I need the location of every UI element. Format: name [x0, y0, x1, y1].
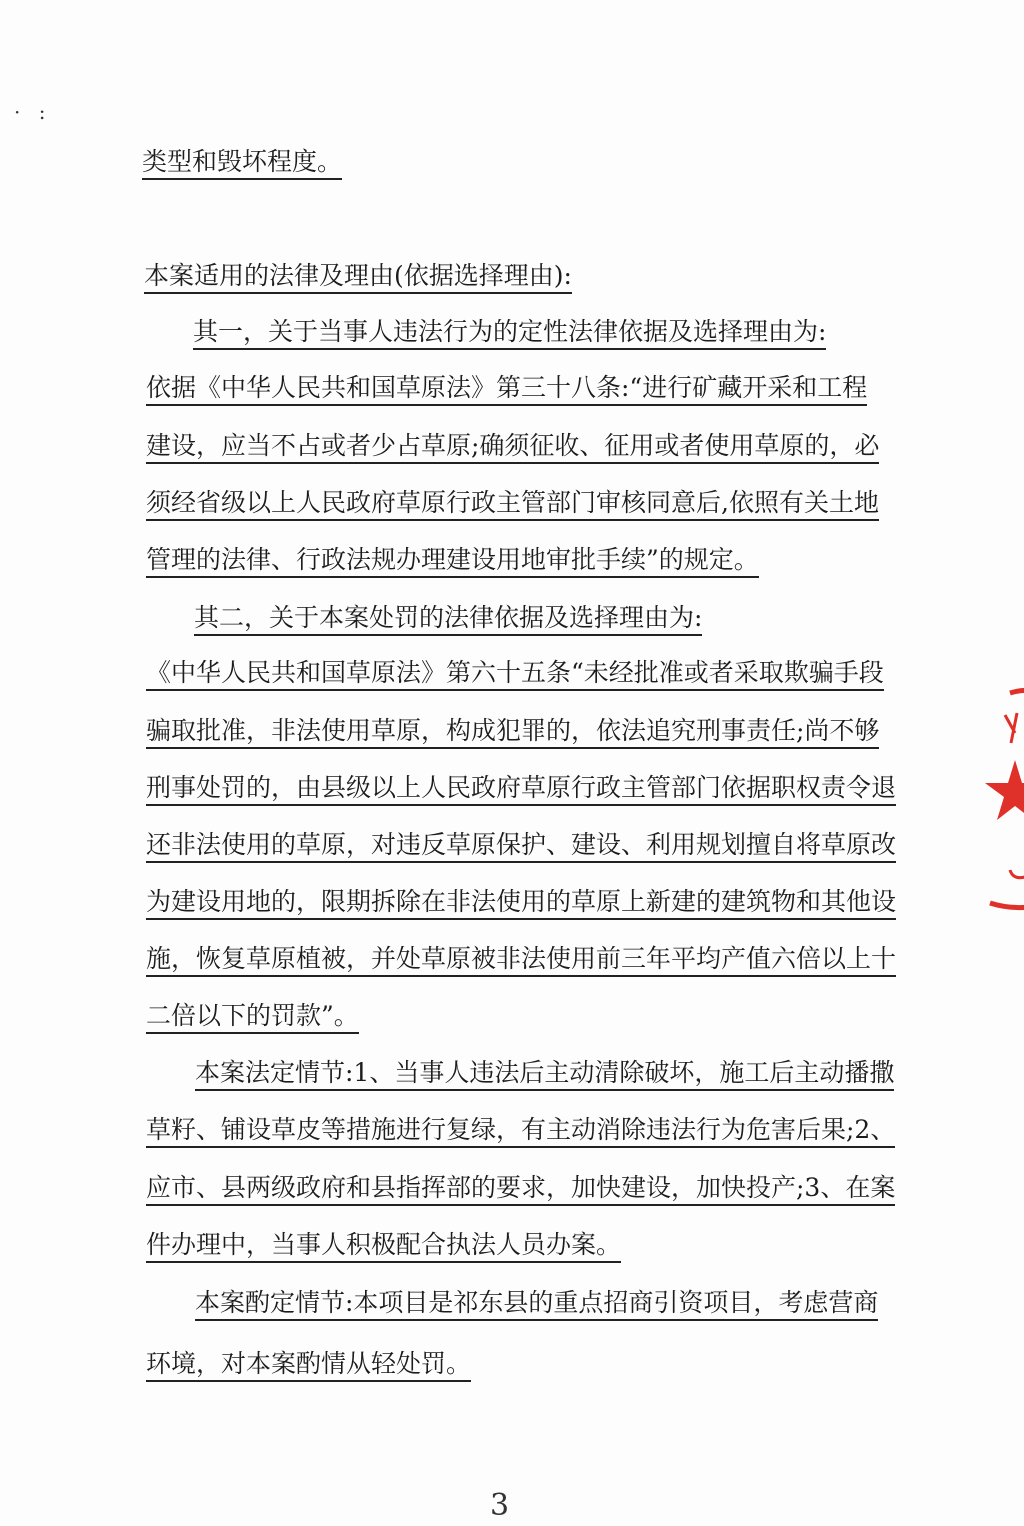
seal-glyph [1005, 713, 1017, 743]
text-line-15 [146, 998, 359, 1034]
scan-marks: · : [14, 100, 52, 124]
line-text: 《中华人民共和国草原法》第六十五条“未经批准或者采取欺骗手段 [146, 658, 884, 691]
seal-arc-bottom [990, 903, 1024, 908]
text-line-19 [146, 1227, 621, 1263]
text-line-5 [146, 428, 879, 464]
text-line-6 [146, 485, 879, 521]
line-text: 其一，关于当事人违法行为的定性法律依据及选择理由为: [193, 317, 826, 350]
page-number: 3 [490, 1488, 510, 1523]
text-line-11 [146, 770, 896, 806]
text-line-2 [144, 258, 572, 294]
seal-arc-top [1010, 690, 1024, 693]
text-line-16 [195, 1055, 894, 1091]
text-line-1 [142, 144, 342, 180]
text-line-13 [146, 884, 896, 920]
text-line-7 [146, 542, 759, 578]
text-line-21 [146, 1346, 471, 1382]
text-line-9 [146, 655, 884, 691]
line-text: 依据《中华人民共和国草原法》第三十八条:“进行矿藏开采和工程 [146, 373, 867, 406]
seal-glyph-2 [1010, 865, 1024, 878]
line-text: 施，恢复草原植被，并处草原被非法使用前三年平均产值六倍以上十 [146, 944, 896, 977]
line-text: 应市、县两级政府和县指挥部的要求，加快建设，加快投产;3、在案 [146, 1173, 895, 1206]
line-text: 二倍以下的罚款”。 [146, 1001, 359, 1034]
line-text: 建设，应当不占或者少占草原;确须征收、征用或者使用草原的，必 [146, 431, 879, 464]
seal-star-icon [985, 760, 1024, 820]
line-text: 还非法使用的草原，对违反草原保护、建设、利用规划擅自将草原改 [146, 830, 896, 863]
text-line-18 [146, 1170, 895, 1206]
text-line-17 [146, 1112, 895, 1148]
line-text: 草籽、铺设草皮等措施进行复绿，有主动消除违法行为危害后果;2、 [146, 1115, 895, 1148]
line-text: 类型和毁坏程度。 [142, 147, 342, 180]
text-line-14 [146, 941, 896, 977]
line-text: 刑事处罚的，由县级以上人民政府草原行政主管部门依据职权责令退 [146, 773, 896, 806]
line-text: 为建设用地的，限期拆除在非法使用的草原上新建的建筑物和其他设 [146, 887, 896, 920]
line-text: 本案适用的法律及理由(依据选择理由): [144, 261, 572, 294]
red-seal-fragment [985, 685, 1024, 915]
line-text: 件办理中，当事人积极配合执法人员办案。 [146, 1230, 621, 1263]
line-text: 其二，关于本案处罚的法律依据及选择理由为: [194, 603, 702, 636]
text-line-12 [146, 827, 896, 863]
line-text: 管理的法律、行政法规办理建设用地审批手续”的规定。 [146, 545, 759, 578]
line-text: 本案法定情节:1、当事人违法后主动清除破坏，施工后主动播撒 [195, 1058, 894, 1091]
line-text: 本案酌定情节:本项目是祁东县的重点招商引资项目，考虑营商 [195, 1288, 878, 1321]
line-text: 环境，对本案酌情从轻处罚。 [146, 1349, 471, 1382]
line-text: 须经省级以上人民政府草原行政主管部门审核同意后,依照有关土地 [146, 488, 879, 521]
text-line-20 [195, 1285, 878, 1321]
line-text: 骗取批准，非法使用草原，构成犯罪的，依法追究刑事责任;尚不够 [146, 716, 879, 749]
text-line-10 [146, 713, 879, 749]
text-line-4 [146, 370, 867, 406]
text-line-8 [194, 600, 702, 636]
text-line-3 [193, 314, 826, 350]
